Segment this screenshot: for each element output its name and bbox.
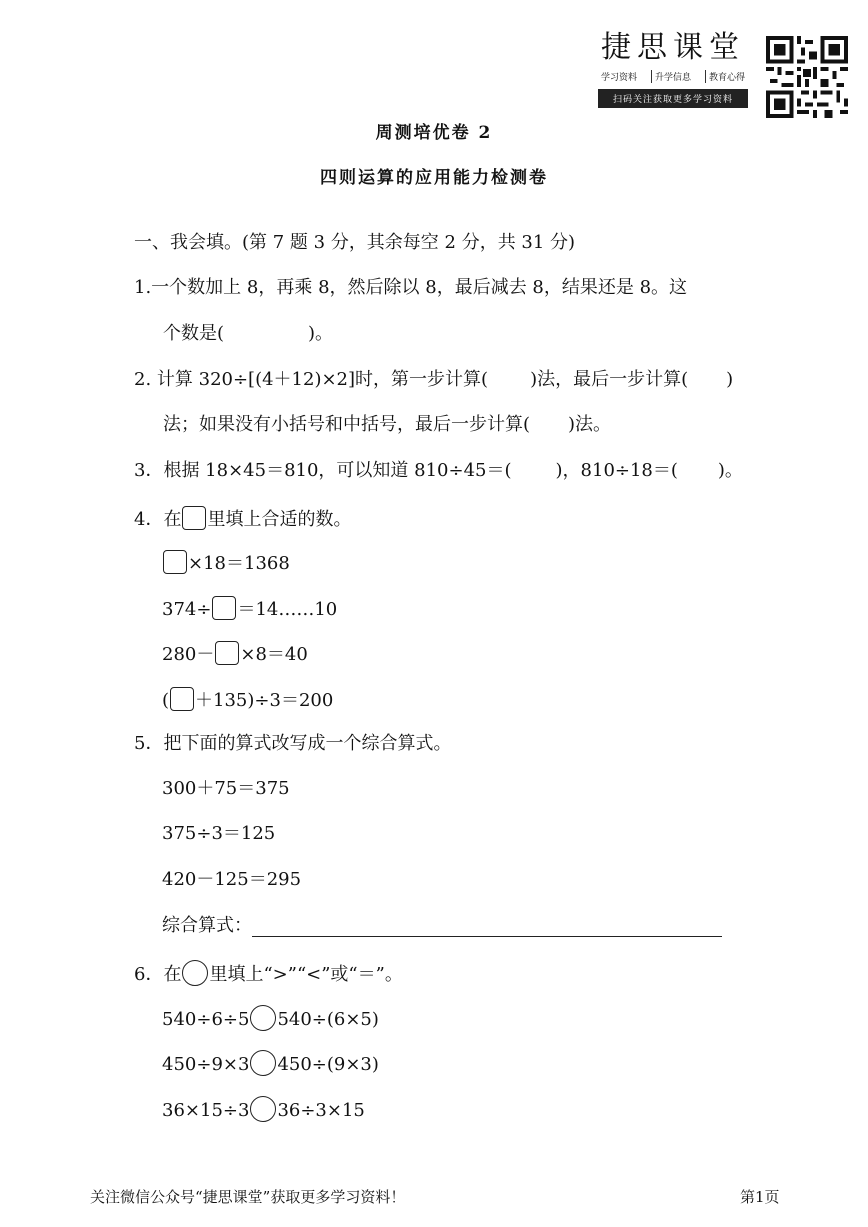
q1-text-post: )。	[308, 323, 334, 344]
question-4-stem	[134, 506, 351, 532]
q4-item-3-text-a: 280－	[162, 644, 215, 665]
question-6-item-1	[162, 1005, 379, 1032]
q6-text-pre: 6．在	[134, 964, 182, 985]
q2-text-4: 法；如果没有小括号和中括号，最后一步计算(	[163, 414, 531, 435]
q2-text-5: )法。	[568, 414, 612, 435]
brand-bar: 扫码关注获取更多学习资料	[598, 89, 748, 108]
q3-text-1: 3．根据 18×45＝810，可以知道 810÷45＝(	[134, 460, 512, 481]
q6-item-2-left: 450÷9×3	[162, 1054, 250, 1075]
q6-item-2-right: 450÷(9×3)	[277, 1054, 379, 1075]
answer-line[interactable]	[252, 918, 722, 937]
page-title: 周测培优卷 2	[375, 123, 493, 143]
question-5-stem: 5．把下面的算式改写成一个综合算式。	[134, 733, 452, 754]
q1-text-pre: 个数是(	[163, 323, 225, 344]
question-5-answer-row	[162, 914, 722, 938]
brand-tag: 学习资料	[601, 73, 638, 83]
answer-box[interactable]	[215, 641, 239, 665]
q4-item-1-text: ×18＝1368	[188, 553, 290, 574]
q5-answer-label: 综合算式：	[162, 915, 252, 936]
q4-item-2-text-b: ＝14……10	[237, 599, 338, 620]
question-2-line-2	[163, 413, 611, 437]
q6-text-post: 里填上“>”“<”或“＝”。	[209, 964, 403, 985]
answer-box[interactable]	[170, 687, 194, 711]
question-3	[134, 459, 743, 483]
qr-code-icon	[766, 36, 848, 118]
section-heading: 一、我会填。(第 7 题 3 分，其余每空 2 分，共 31 分)	[134, 232, 576, 253]
answer-box-icon	[182, 506, 206, 530]
question-4-item-3	[162, 641, 308, 667]
footer-note: 关注微信公众号“捷思课堂”获取更多学习资料！	[90, 1188, 406, 1206]
brand-tag: 升学信息	[651, 70, 694, 83]
question-2-line-1	[134, 368, 733, 392]
q3-text-2: )，810÷18＝(	[555, 460, 678, 481]
question-1-line-2	[163, 322, 333, 346]
answer-circle[interactable]	[250, 1096, 276, 1122]
question-4-item-2	[162, 596, 337, 622]
answer-box[interactable]	[212, 596, 236, 620]
question-5-line-2: 375÷3＝125	[162, 823, 276, 844]
answer-circle[interactable]	[250, 1050, 276, 1076]
brand-tags	[598, 70, 748, 83]
q6-item-3-right: 36÷3×15	[277, 1100, 365, 1121]
q4-text-pre: 4．在	[134, 509, 182, 530]
q4-item-4-text-b: ＋135)÷3＝200	[195, 690, 334, 711]
brand-tag: 教育心得	[705, 70, 748, 83]
brand-block	[598, 30, 748, 108]
answer-circle-icon	[182, 960, 208, 986]
q2-text-2: )法，最后一步计算(	[530, 369, 689, 390]
brand-title: 捷思课堂	[601, 30, 745, 65]
answer-box[interactable]	[163, 550, 187, 574]
q2-text-1: 2. 计算 320÷[(4＋12)×2]时，第一步计算(	[134, 369, 489, 390]
question-6-stem	[134, 960, 403, 987]
question-5-line-3: 420－125＝295	[162, 869, 302, 890]
question-6-item-3	[162, 1096, 365, 1123]
q4-text-post: 里填上合适的数。	[207, 509, 352, 530]
q3-text-3: )。	[717, 460, 743, 481]
question-1-line-1: 1.一个数加上 8，再乘 8，然后除以 8，最后减去 8，结果还是 8。这	[134, 277, 688, 298]
q4-item-4-text-a: (	[162, 690, 170, 711]
q6-item-3-left: 36×15÷3	[162, 1100, 250, 1121]
q6-item-1-right: 540÷(6×5)	[277, 1009, 379, 1030]
q6-item-1-left: 540÷6÷5	[162, 1009, 250, 1030]
page-subtitle: 四则运算的应用能力检测卷	[320, 168, 548, 188]
question-4-item-4	[162, 687, 333, 713]
q4-item-3-text-b: ×8＝40	[240, 644, 308, 665]
question-4-item-1	[162, 550, 290, 576]
q2-text-3: )	[726, 369, 734, 390]
question-6-item-2	[162, 1050, 379, 1077]
q4-item-2-text-a: 374÷	[162, 599, 212, 620]
page-number: 第1页	[740, 1188, 780, 1206]
question-5-line-1: 300＋75＝375	[162, 778, 290, 799]
answer-circle[interactable]	[250, 1005, 276, 1031]
